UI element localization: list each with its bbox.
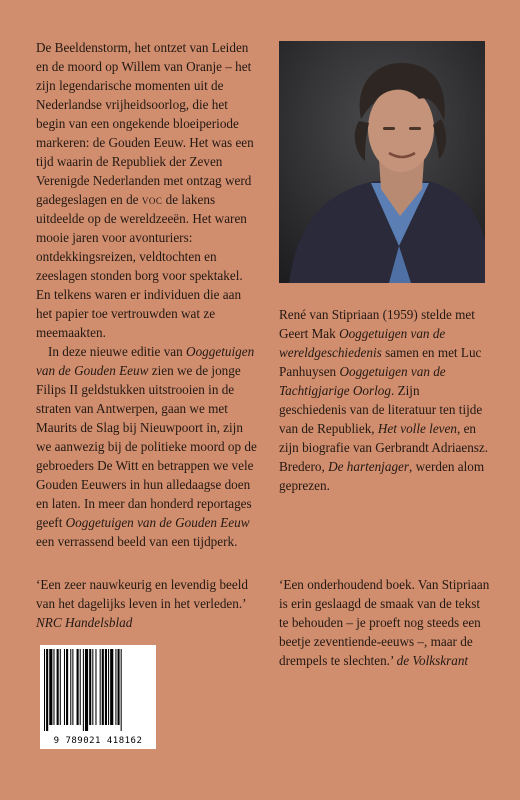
blurb-paragraph-2: In deze nieuwe editie van Ooggetuigen van de Gouden Eeuw zien we de jonge Filips II geldstukken uitstrooien in de straten van Antwerpen, gaan we met Maurits de Slag bij Nieuwpoort in, zijn we aanwezig bij de politieke moord op de gebroeders De Witt en betrappen we vele Gouden Eeuwers in hun alledaagse doen en laten. In meer dan honderd reportages geeft Ooggetuigen van de Gouden Eeuw een verrassend beeld van een tijdperk. bbox=[36, 344, 257, 549]
author-bio: René van Stipriaan (1959) stelde met Geert Mak Ooggetuigen van de wereldgeschiedenis samen en met Luc Panhuysen Ooggetuigen van de Tachtigjarige Oorlog. Zijn geschiedenis van de literatuur ten tijde van de Republiek, Het volle leven, en zijn biografie van Gerbrandt Adriaensz. Bredero, De hartenjager, werden alom geprezen. bbox=[279, 307, 489, 493]
book-title-ref: Ooggetuigen van de wereldgeschiedenis bbox=[279, 326, 446, 360]
book-title-ref: Het volle leven bbox=[377, 421, 457, 436]
review-quote-nrc: ‘Een zeer nauwkeurig en levendig beeld van het dagelijks leven in het verleden.’ NRC Handelsblad bbox=[36, 577, 248, 630]
isbn-digits: 9 789021 418162 bbox=[53, 736, 143, 746]
barcode-bars bbox=[44, 649, 152, 731]
isbn-barcode bbox=[40, 645, 156, 749]
voc-abbreviation: voc bbox=[141, 192, 163, 207]
quote-source: de Volkskrant bbox=[396, 653, 469, 668]
book-title-ref: Ooggetuigen van de Gouden Eeuw bbox=[65, 515, 250, 530]
blurb-paragraph-1: De Beeldenstorm, het ontzet van Leiden en de moord op Willem van Oranje – het zijn legendarische momenten uit de Nederlandse vrijheidsoorlog, die het begin van een ongekende bloeiperiode markeren: de Gouden Eeuw. Het was een tijd waarin de Republiek der Zeven Verenigde Nederlanden met ontzag werd gadegeslagen en de voc de lakens uitdeelde op de wereldzeeën. Het waren mooie jaren voor avonturiers: ontdekkingsreizen, veldtochten en zeeslagen stonden borg voor spektakel. En telkens waren er individuen die aan het papier toe vertrouwden wat ze meemaakten. bbox=[36, 40, 254, 340]
back-cover-blurb bbox=[36, 38, 260, 551]
review-quote-volkskrant: ‘Een onderhoudend boek. Van Stipriaan is erin geslaagd de smaak van de tekst te behouden – je proeft nog steeds een beetje zeventiende-eeuws –, maar de drempels te slechten.’ de Volkskrant bbox=[279, 577, 490, 668]
author-photo bbox=[279, 41, 485, 283]
book-title-ref: De hartenjager bbox=[328, 459, 410, 474]
book-title-ref: Ooggetuigen van de Tachtigjarige Oorlog bbox=[279, 364, 446, 398]
quote-source: NRC Handelsblad bbox=[36, 615, 133, 630]
book-title-ref: Ooggetuigen van de Gouden Eeuw bbox=[36, 344, 255, 378]
